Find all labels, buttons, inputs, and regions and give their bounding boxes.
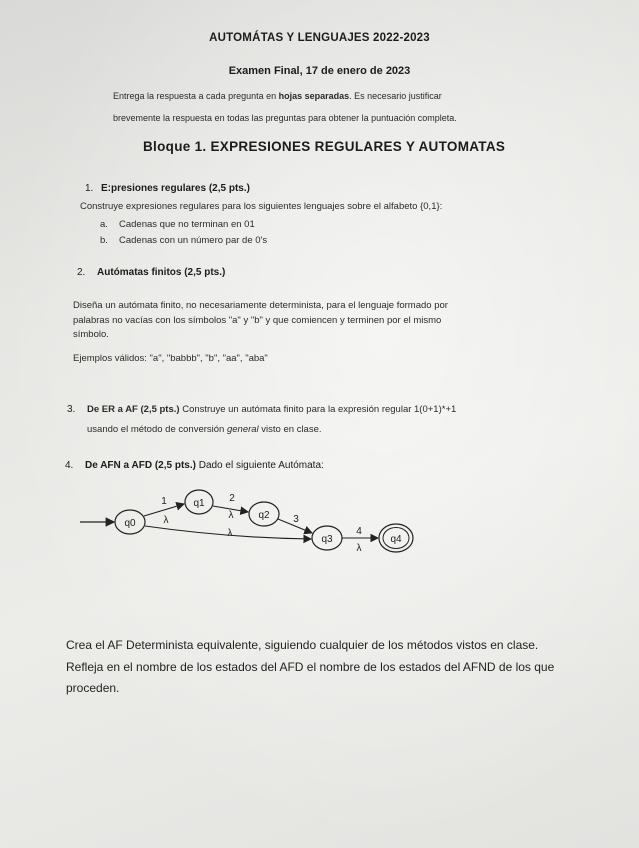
- svg-text:λ: λ: [356, 543, 362, 554]
- q1-item-b-marker: b.: [100, 235, 108, 246]
- transition-q2-q3: [278, 514, 312, 533]
- q1-item-b: Cadenas con un número par de 0's: [119, 235, 268, 246]
- svg-text:1: 1: [161, 496, 167, 507]
- svg-text:4: 4: [356, 526, 362, 537]
- q1-number: 1.: [85, 183, 94, 194]
- transition-q0-q1: [144, 496, 184, 526]
- q2-line-1: Diseña un autómata finito, no necesariamente determinista, para el lenguaje formado por: [73, 300, 448, 311]
- svg-text:q0: q0: [124, 518, 136, 529]
- automaton-diagram: [0, 480, 639, 580]
- q3-number: 3.: [67, 404, 76, 415]
- svg-text:3: 3: [293, 514, 299, 525]
- svg-text:q1: q1: [193, 498, 205, 509]
- exam-date: Examen Final, 17 de enero de 2023: [228, 65, 411, 77]
- state-q4-final: [379, 524, 413, 552]
- state-q3: [312, 526, 342, 550]
- instructions-line-1: Entrega la respuesta a cada pregunta en hojas separadas. Es necesario justificar: [113, 91, 442, 101]
- q3-line-1: De ER a AF (2,5 pts.) Construye un autómata finito para la expresión regular 1(0+1)*+1: [87, 404, 457, 415]
- q3-line-2: usando el método de conversión general visto en clase.: [87, 424, 322, 435]
- closing-line-2: Refleja en el nombre de los estados del AFD el nombre de los estados del AFND de los que: [66, 660, 555, 674]
- q1-item-a-marker: a.: [100, 219, 108, 230]
- block-title: Bloque 1. EXPRESIONES REGULARES Y AUTOMATAS: [143, 139, 506, 154]
- q1-intro: Construye expresiones regulares para los siguientes lenguajes sobre el alfabeto {0,1}:: [80, 201, 443, 212]
- q2-line-2: palabras no vacías con los símbolos "a" y "b" y que comiencen y terminen por el mismo: [73, 315, 442, 326]
- q4-number: 4.: [65, 460, 74, 471]
- q4-line: De AFN a AFD (2,5 pts.) Dado el siguiente Autómata:: [85, 460, 324, 471]
- instructions-line-2: brevemente la respuesta en todas las preguntas para obtener la puntuación completa.: [113, 113, 457, 123]
- transition-q3-q4: [342, 526, 378, 554]
- closing-line-1: Crea el AF Determinista equivalente, siguiendo cualquier de los métodos vistos en clase.: [66, 638, 539, 652]
- svg-text:q3: q3: [321, 534, 333, 545]
- transition-q0-q3: [145, 526, 311, 539]
- svg-text:λ: λ: [163, 515, 169, 526]
- q2-line-3: símbolo.: [73, 329, 109, 340]
- svg-text:q4: q4: [390, 534, 402, 545]
- svg-text:λ: λ: [228, 510, 234, 521]
- state-q2: [249, 502, 279, 526]
- svg-text:q2: q2: [258, 510, 270, 521]
- q2-title: Autómatas finitos (2,5 pts.): [97, 267, 226, 278]
- course-title: AUTOMÁTAS Y LENGUAJES 2022-2023: [209, 32, 430, 44]
- svg-text:2: 2: [229, 493, 235, 504]
- transition-q1-q2: [213, 493, 248, 521]
- closing-line-3: proceden.: [66, 681, 120, 695]
- q1-item-a: Cadenas que no terminan en 01: [119, 219, 255, 230]
- state-q1: [185, 490, 213, 514]
- q2-number: 2.: [77, 267, 86, 278]
- state-q0: [115, 510, 145, 534]
- svg-text:λ: λ: [227, 528, 233, 539]
- q1-title: E:presiones regulares (2,5 pts.): [101, 183, 250, 194]
- q2-examples: Ejemplos válidos: "a", "babbb", "b", "aa", "aba": [73, 353, 268, 364]
